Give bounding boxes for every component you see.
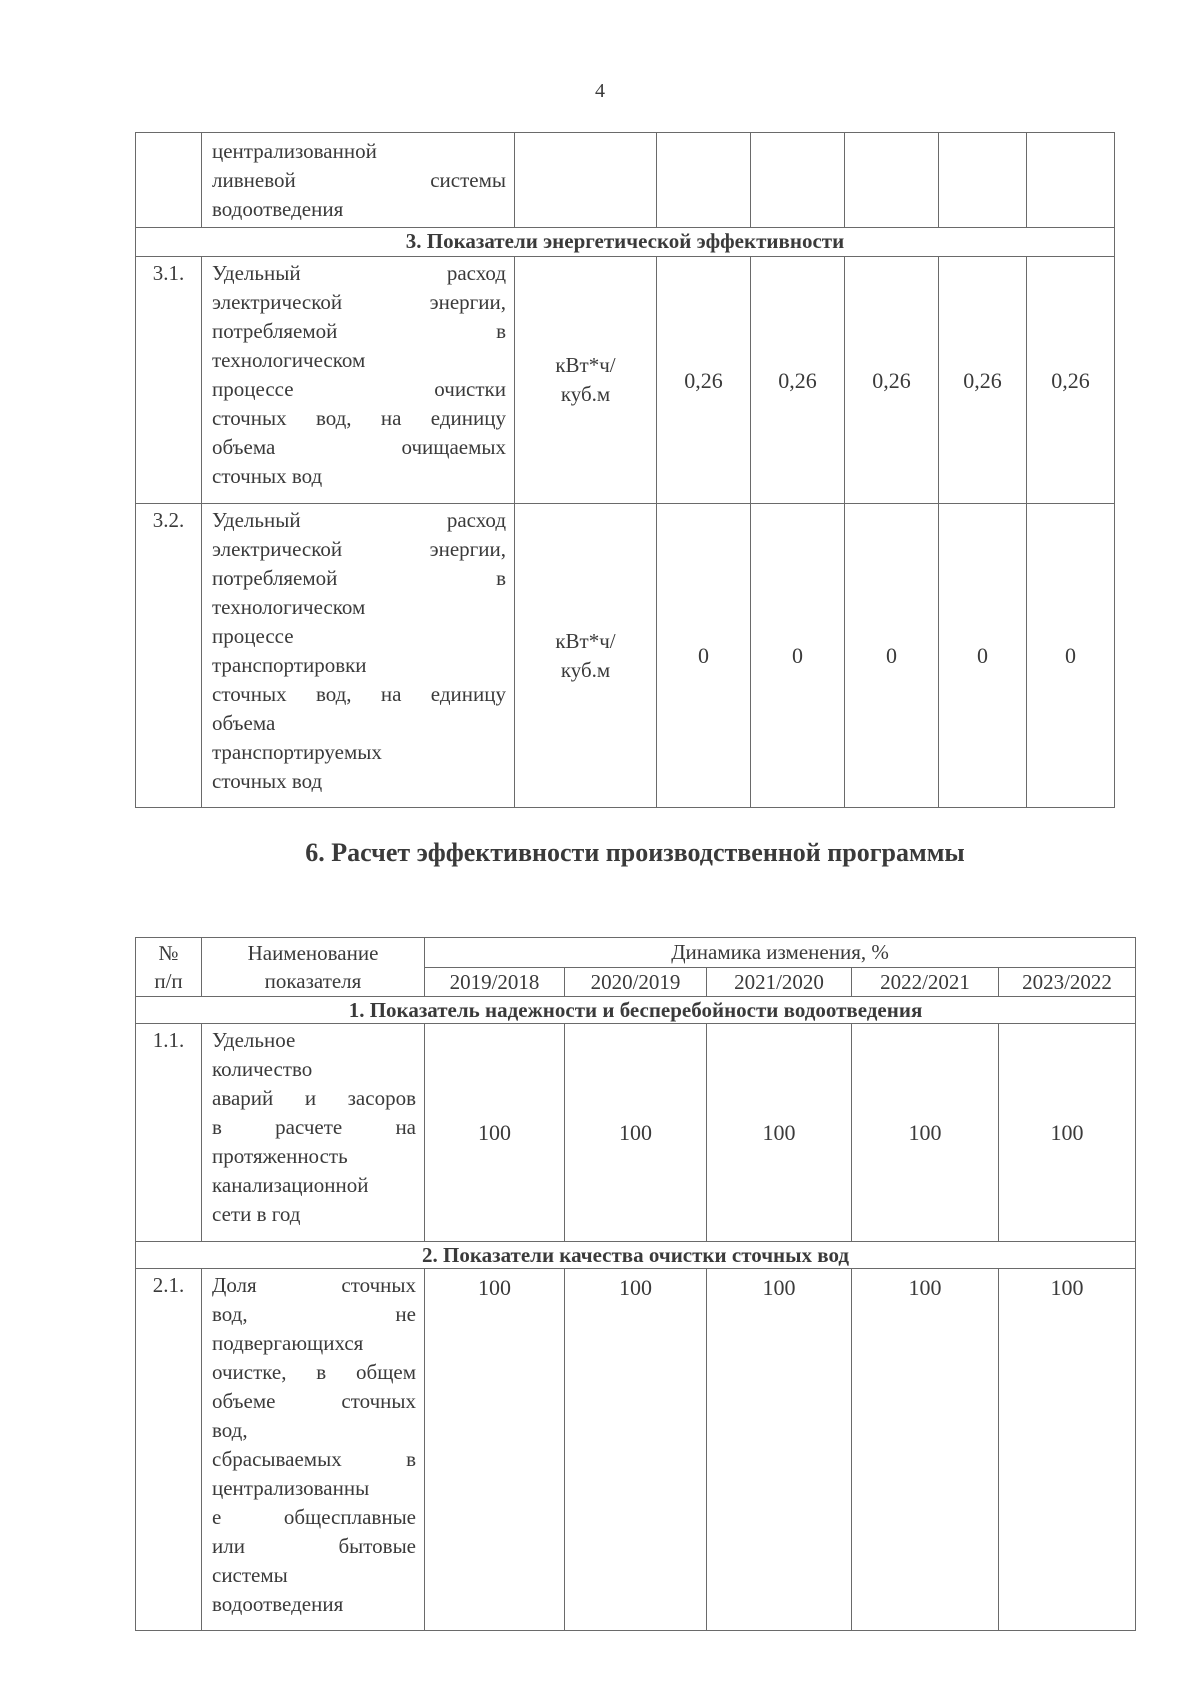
- value-cell: 100: [852, 1269, 999, 1631]
- header-row: [136, 938, 1136, 968]
- name-line: сбрасываемых в: [212, 1447, 416, 1471]
- name-line: водоотведения: [212, 197, 344, 221]
- section-title: 3. Показатели энергетической эффективности: [136, 228, 1115, 257]
- header-period: 2019/2018: [425, 968, 565, 997]
- section-row: [136, 997, 1136, 1024]
- name-line: транспортировки: [212, 653, 367, 677]
- cell-empty: [136, 133, 202, 228]
- table-row: [136, 133, 1115, 228]
- section-row: [136, 1242, 1136, 1269]
- cell-name: [202, 257, 515, 504]
- value-cell: 0,26: [1027, 257, 1115, 504]
- value-cell: 100: [999, 1024, 1136, 1242]
- name-line: электрической энергии,: [212, 290, 506, 314]
- row-number: 2.1.: [136, 1269, 202, 1631]
- page-number: 4: [595, 80, 605, 102]
- name-line: централизованны: [212, 1476, 370, 1500]
- name-line: или бытовые: [212, 1534, 416, 1558]
- value-cell: 0,26: [845, 257, 939, 504]
- name-line: потребляемой в: [212, 319, 506, 343]
- name-line: сточных вод, на единицу: [212, 682, 506, 706]
- name-line: Доля сточных: [212, 1273, 416, 1297]
- name-line: очистке, в общем: [212, 1360, 416, 1384]
- header-dynamics: Динамика изменения, %: [425, 938, 1136, 968]
- name-line: технологическом: [212, 348, 366, 372]
- value-cell: 100: [425, 1024, 565, 1242]
- name-line: сточных вод: [212, 464, 323, 488]
- value-cell: 100: [852, 1024, 999, 1242]
- value-cell: 100: [565, 1269, 707, 1631]
- value-cell: 100: [565, 1024, 707, 1242]
- table-row: [136, 1024, 1136, 1242]
- value-cell: 0: [751, 504, 845, 808]
- name-line: водоотведения: [212, 1592, 344, 1616]
- name-line: аварий и засоров: [212, 1086, 416, 1110]
- unit-cell: кВт*ч/ куб.м: [515, 257, 657, 504]
- section-title: 2. Показатели качества очистки сточных вод: [136, 1242, 1136, 1269]
- unit-cell: кВт*ч/ куб.м: [515, 504, 657, 808]
- name-line: процессе очистки: [212, 377, 506, 401]
- name-line: е общесплавные: [212, 1505, 416, 1529]
- value-cell: 0,26: [939, 257, 1027, 504]
- value-cell: 0: [1027, 504, 1115, 808]
- name-line: ливневой системы: [212, 168, 506, 192]
- value-cell: 100: [999, 1269, 1136, 1631]
- value-cell: 0,26: [657, 257, 751, 504]
- name-line: Удельный расход: [212, 261, 506, 285]
- name-line: вод, не: [212, 1302, 416, 1326]
- name-line: сточных вод: [212, 769, 323, 793]
- name-line: объема: [212, 711, 276, 735]
- value-cell: 0: [657, 504, 751, 808]
- name-line: сточных вод, на единицу: [212, 406, 506, 430]
- cell-name: [202, 133, 515, 228]
- name-line: вод,: [212, 1418, 248, 1442]
- section-heading: 6. Расчет эффективности производственной программы: [305, 838, 965, 867]
- header-name: [202, 938, 425, 997]
- name-line: системы: [212, 1563, 288, 1587]
- row-number: 3.1.: [136, 257, 202, 504]
- name-line: протяженность: [212, 1144, 348, 1168]
- header-period: 2022/2021: [852, 968, 999, 997]
- name-line: технологическом: [212, 595, 366, 619]
- name-line: в расчете на: [212, 1115, 416, 1139]
- cell-name: [202, 504, 515, 808]
- cell-name: [202, 1024, 425, 1242]
- header-period: 2021/2020: [707, 968, 852, 997]
- name-line: электрической энергии,: [212, 537, 506, 561]
- name-line: сети в год: [212, 1202, 301, 1226]
- name-line: транспортируемых: [212, 740, 382, 764]
- energy-efficiency-table: [135, 132, 1115, 808]
- section-row: [136, 228, 1115, 257]
- name-line: объеме сточных: [212, 1389, 416, 1413]
- name-line: объема очищаемых: [212, 435, 506, 459]
- name-line: подвергающихся: [212, 1331, 364, 1355]
- value-cell: 100: [707, 1269, 852, 1631]
- header-num-text: № п/п: [154, 941, 183, 993]
- name-line: процессе: [212, 624, 294, 648]
- name-line: Удельное: [212, 1028, 296, 1052]
- header-name-text: Наименование показателя: [247, 941, 379, 993]
- table-row: [136, 257, 1115, 504]
- name-line: потребляемой в: [212, 566, 506, 590]
- section-title: 1. Показатель надежности и бесперебойности водоотведения: [136, 997, 1136, 1024]
- header-num: [136, 938, 202, 997]
- value-cell: 0: [845, 504, 939, 808]
- header-period: 2020/2019: [565, 968, 707, 997]
- value-cell: 100: [707, 1024, 852, 1242]
- value-cell: 100: [425, 1269, 565, 1631]
- name-line: канализационной: [212, 1173, 369, 1197]
- table-row: [136, 1269, 1136, 1631]
- header-period: 2023/2022: [999, 968, 1136, 997]
- cell-name: [202, 1269, 425, 1631]
- value-cell: 0: [939, 504, 1027, 808]
- row-number: 3.2.: [136, 504, 202, 808]
- table-row: [136, 504, 1115, 808]
- name-line: количество: [212, 1057, 313, 1081]
- efficiency-calculation-table: [135, 937, 1136, 1631]
- row-number: 1.1.: [136, 1024, 202, 1242]
- name-line: Удельный расход: [212, 508, 506, 532]
- name-line: централизованной: [212, 139, 377, 163]
- value-cell: 0,26: [751, 257, 845, 504]
